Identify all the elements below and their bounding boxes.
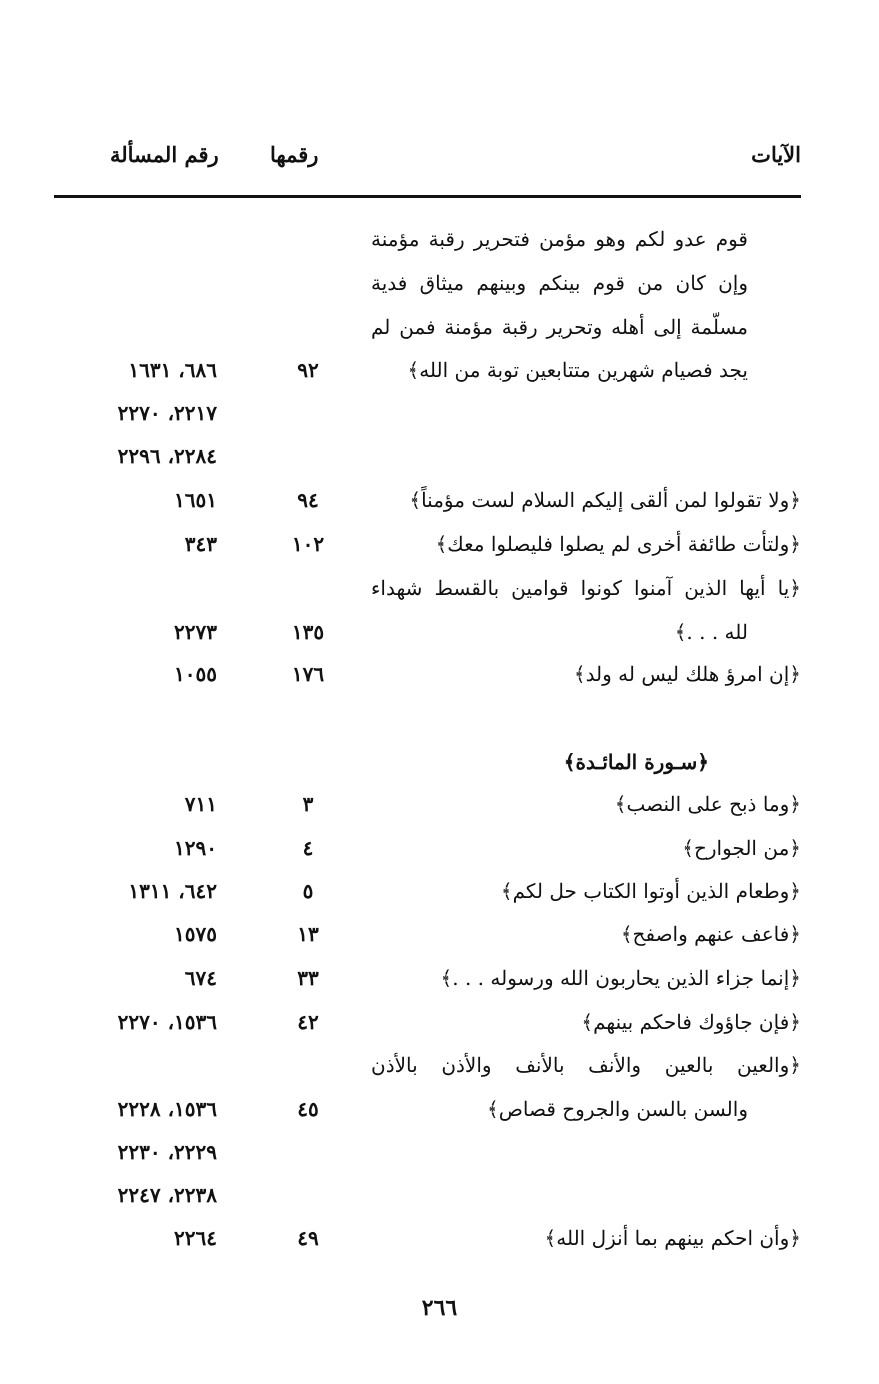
verse-number: ٩٢ — [297, 358, 319, 382]
verse-line: ﴿وما ذبح على النصب﴾ — [614, 792, 801, 816]
verse-number: ٣٣ — [297, 966, 319, 990]
verse-number: ٤٢ — [297, 1010, 319, 1034]
verse-line: وإن كان من قوم بينكم وبينهم ميثاق فدية — [371, 271, 748, 295]
verse-line: قوم عدو لكم وهو مؤمن فتحرير رقبة مؤمنة — [371, 227, 748, 251]
header-rule — [54, 195, 801, 198]
verse-line: مسلّمة إلى أهله وتحرير رقبة مؤمنة فمن لم — [371, 315, 748, 339]
sura-title: ﴿سـورة المائـدة﴾ — [563, 750, 709, 774]
verse-number: ٤٥ — [297, 1097, 319, 1121]
issue-numbers: ٢٢٣٨، ٢٢٤٧ — [117, 1183, 217, 1207]
verse-number: ٩٤ — [297, 488, 319, 512]
verse-number: ١٠٢ — [291, 532, 325, 556]
header-verse-number: رقمها — [270, 142, 319, 167]
verse-number: ١٣٥ — [291, 620, 325, 644]
verse-number: ٤٩ — [297, 1226, 319, 1250]
issue-numbers: ٧١١ — [184, 792, 217, 816]
issue-numbers: ٣٤٣ — [184, 532, 217, 556]
verse-number: ٥ — [302, 879, 314, 903]
verse-line: ﴿ولتأت طائفة أخرى لم يصلوا فليصلوا معك﴾ — [435, 532, 801, 556]
verse-line: ﴿فاعف عنهم واصفح﴾ — [620, 922, 801, 946]
issue-numbers: ١٥٣٦، ٢٢٢٨ — [117, 1097, 217, 1121]
verse-number: ٣ — [302, 792, 314, 816]
header-issue-number: رقم المسألة — [110, 142, 219, 167]
verse-number: ١٣ — [297, 922, 319, 946]
issue-numbers: ٢٢٢٩، ٢٢٣٠ — [117, 1140, 217, 1164]
issue-numbers: ١٢٩٠ — [174, 836, 217, 860]
issue-numbers: ١٥٧٥ — [174, 922, 217, 946]
verse-line: يجد فصيام شهرين متتابعين توبة من الله﴾ — [407, 358, 748, 382]
verse-line: ﴿والعين بالعين والأنف بالأنف والأذن بالأذن — [371, 1053, 801, 1077]
issue-numbers: ٦٤٢، ١٣١١ — [128, 879, 217, 903]
issue-numbers: ١٥٣٦، ٢٢٧٠ — [117, 1010, 217, 1034]
issue-numbers: ٢٢٦٤ — [174, 1226, 217, 1250]
verse-line: ﴿وأن احكم بينهم بما أنزل الله﴾ — [544, 1226, 801, 1250]
verse-line: ﴿يا أيها الذين آمنوا كونوا قوامين بالقسط شهداء — [371, 576, 801, 600]
issue-numbers: ٢٢٨٤، ٢٢٩٦ — [117, 444, 217, 468]
verse-line: ﴿إن امرؤ هلك ليس له ولد﴾ — [573, 662, 801, 686]
page-number: ٢٦٦ — [421, 1295, 458, 1321]
verse-line: ﴿فإن جاؤوك فاحكم بينهم﴾ — [581, 1010, 801, 1034]
issue-numbers: ٦٧٤ — [184, 966, 217, 990]
verse-number: ١٧٦ — [291, 662, 325, 686]
verse-line: ﴿وطعام الذين أوتوا الكتاب حل لكم﴾ — [500, 879, 801, 903]
verse-line: لله . . .﴾ — [674, 620, 748, 644]
issue-numbers: ٦٨٦، ١٦٣١ — [128, 358, 217, 382]
verse-line: ﴿ولا تقولوا لمن ألقى إليكم السلام لست مؤمناً﴾ — [409, 488, 801, 512]
issue-numbers: ٢٢١٧، ٢٢٧٠ — [117, 401, 217, 425]
verse-line: ﴿من الجوارح﴾ — [682, 836, 801, 860]
verse-line: والسن بالسن والجروح قصاص﴾ — [487, 1097, 748, 1121]
issue-numbers: ٢٢٧٣ — [174, 620, 217, 644]
header-ayat: الآيات — [751, 142, 801, 167]
issue-numbers: ١٦٥١ — [174, 488, 217, 512]
verse-line: ﴿إنما جزاء الذين يحاربون الله ورسوله . . .﴾ — [440, 966, 801, 990]
verse-number: ٤ — [302, 836, 314, 860]
issue-numbers: ١٠٥٥ — [174, 662, 217, 686]
